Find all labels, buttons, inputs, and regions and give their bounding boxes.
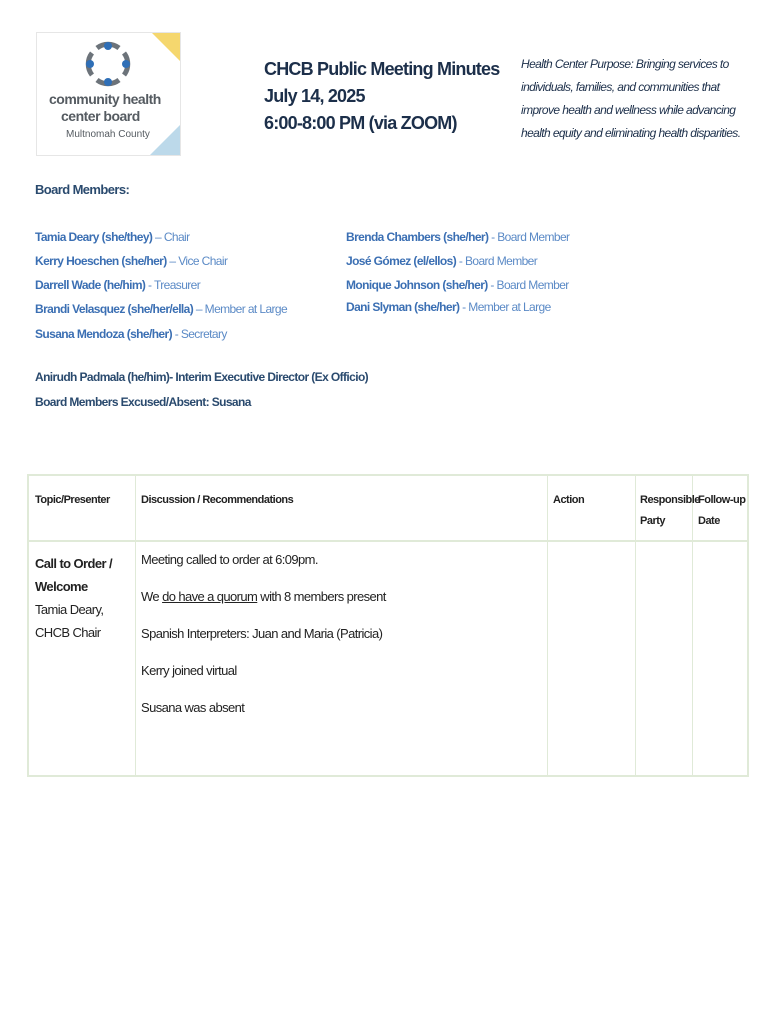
member-name: Susana Mendoza (she/her) bbox=[35, 327, 172, 341]
member-role: - Board Member bbox=[487, 278, 569, 292]
member-role: - Board Member bbox=[456, 254, 538, 268]
header-divider bbox=[29, 540, 747, 542]
member-name: Dani Slyman (she/her) bbox=[346, 300, 460, 314]
quorum-underlined: do have a quorum bbox=[162, 589, 258, 604]
member-entry bbox=[35, 254, 227, 268]
member-name: Brenda Chambers (she/her) bbox=[346, 230, 489, 244]
discussion-line: Kerry joined virtual bbox=[141, 663, 237, 678]
logo-mark-icon bbox=[83, 39, 133, 89]
topic-title: Call to Order / Welcome bbox=[35, 556, 112, 594]
logo-blue-corner bbox=[150, 125, 180, 155]
discussion-text: We bbox=[141, 589, 163, 604]
member-role: - Member at Large bbox=[459, 300, 551, 314]
column-divider bbox=[135, 476, 136, 775]
member-name: José Gómez (el/ellos) bbox=[346, 254, 457, 268]
board-members-heading: Board Members: bbox=[35, 182, 130, 197]
header-followup-date bbox=[698, 490, 745, 532]
logo-line-1: community health bbox=[49, 91, 161, 107]
header-action: Action bbox=[553, 494, 585, 506]
member-entry bbox=[35, 230, 190, 244]
member-role: – Chair bbox=[152, 230, 190, 244]
meeting-title bbox=[264, 56, 499, 137]
column-divider bbox=[547, 476, 548, 775]
logo-line-2: center board bbox=[61, 108, 140, 124]
header-discussion: Discussion / Recommendations bbox=[141, 494, 294, 506]
header-responsible-party bbox=[640, 490, 700, 532]
header-topic: Topic/Presenter bbox=[35, 494, 110, 506]
topic-presenter: Tamia Deary, CHCB Chair bbox=[35, 602, 104, 640]
member-role: – Vice Chair bbox=[166, 254, 228, 268]
logo-yellow-corner bbox=[152, 33, 180, 61]
member-name: Brandi Velasquez (she/her/ella) bbox=[35, 302, 194, 316]
discussion-text: with 8 members present bbox=[257, 589, 386, 604]
column-divider bbox=[635, 476, 636, 775]
executive-director: Anirudh Padmala (he/him)- Interim Executive Director (Ex Officio) bbox=[35, 370, 369, 384]
member-name: Tamia Deary (she/they) bbox=[35, 230, 153, 244]
member-entry bbox=[35, 302, 287, 316]
member-entry bbox=[35, 327, 227, 341]
minutes-table bbox=[27, 474, 749, 777]
discussion-line bbox=[141, 589, 386, 604]
title-time: 6:00-8:00 PM (via ZOOM) bbox=[264, 113, 457, 133]
member-name: Monique Johnson (she/her) bbox=[346, 278, 488, 292]
member-entry bbox=[346, 300, 551, 314]
members-excused: Board Members Excused/Absent: Susana bbox=[35, 395, 251, 409]
topic-cell bbox=[35, 552, 135, 644]
member-entry bbox=[35, 278, 200, 292]
member-role: - Board Member bbox=[488, 230, 570, 244]
header-followup-line-2: Date bbox=[698, 515, 720, 527]
title-date: July 14, 2025 bbox=[264, 86, 365, 106]
title-line-1: CHCB Public Meeting Minutes bbox=[264, 59, 500, 79]
header-responsible-line-1: Responsible bbox=[640, 494, 700, 506]
discussion-line: Susana was absent bbox=[141, 700, 245, 715]
member-entry bbox=[346, 254, 537, 268]
member-name: Darrell Wade (he/him) bbox=[35, 278, 146, 292]
member-role: – Member at Large bbox=[193, 302, 288, 316]
member-role: - Treasurer bbox=[145, 278, 201, 292]
discussion-line: Meeting called to order at 6:09pm. bbox=[141, 552, 318, 567]
logo-line-3: Multnomah County bbox=[66, 129, 150, 140]
member-entry bbox=[346, 230, 569, 244]
chcb-logo bbox=[36, 32, 181, 156]
header-followup-line-1: Follow-up bbox=[698, 494, 746, 506]
header-responsible-line-2: Party bbox=[640, 515, 666, 527]
discussion-line: Spanish Interpreters: Juan and Maria (Patricia) bbox=[141, 626, 383, 641]
member-entry bbox=[346, 278, 569, 292]
health-center-purpose: Health Center Purpose: Bringing services to individuals, families, and communities that improve health and wellness while advancing health equity and eliminating health disparities. bbox=[521, 57, 741, 140]
member-name: Kerry Hoeschen (she/her) bbox=[35, 254, 167, 268]
member-role: - Secretary bbox=[171, 327, 227, 341]
